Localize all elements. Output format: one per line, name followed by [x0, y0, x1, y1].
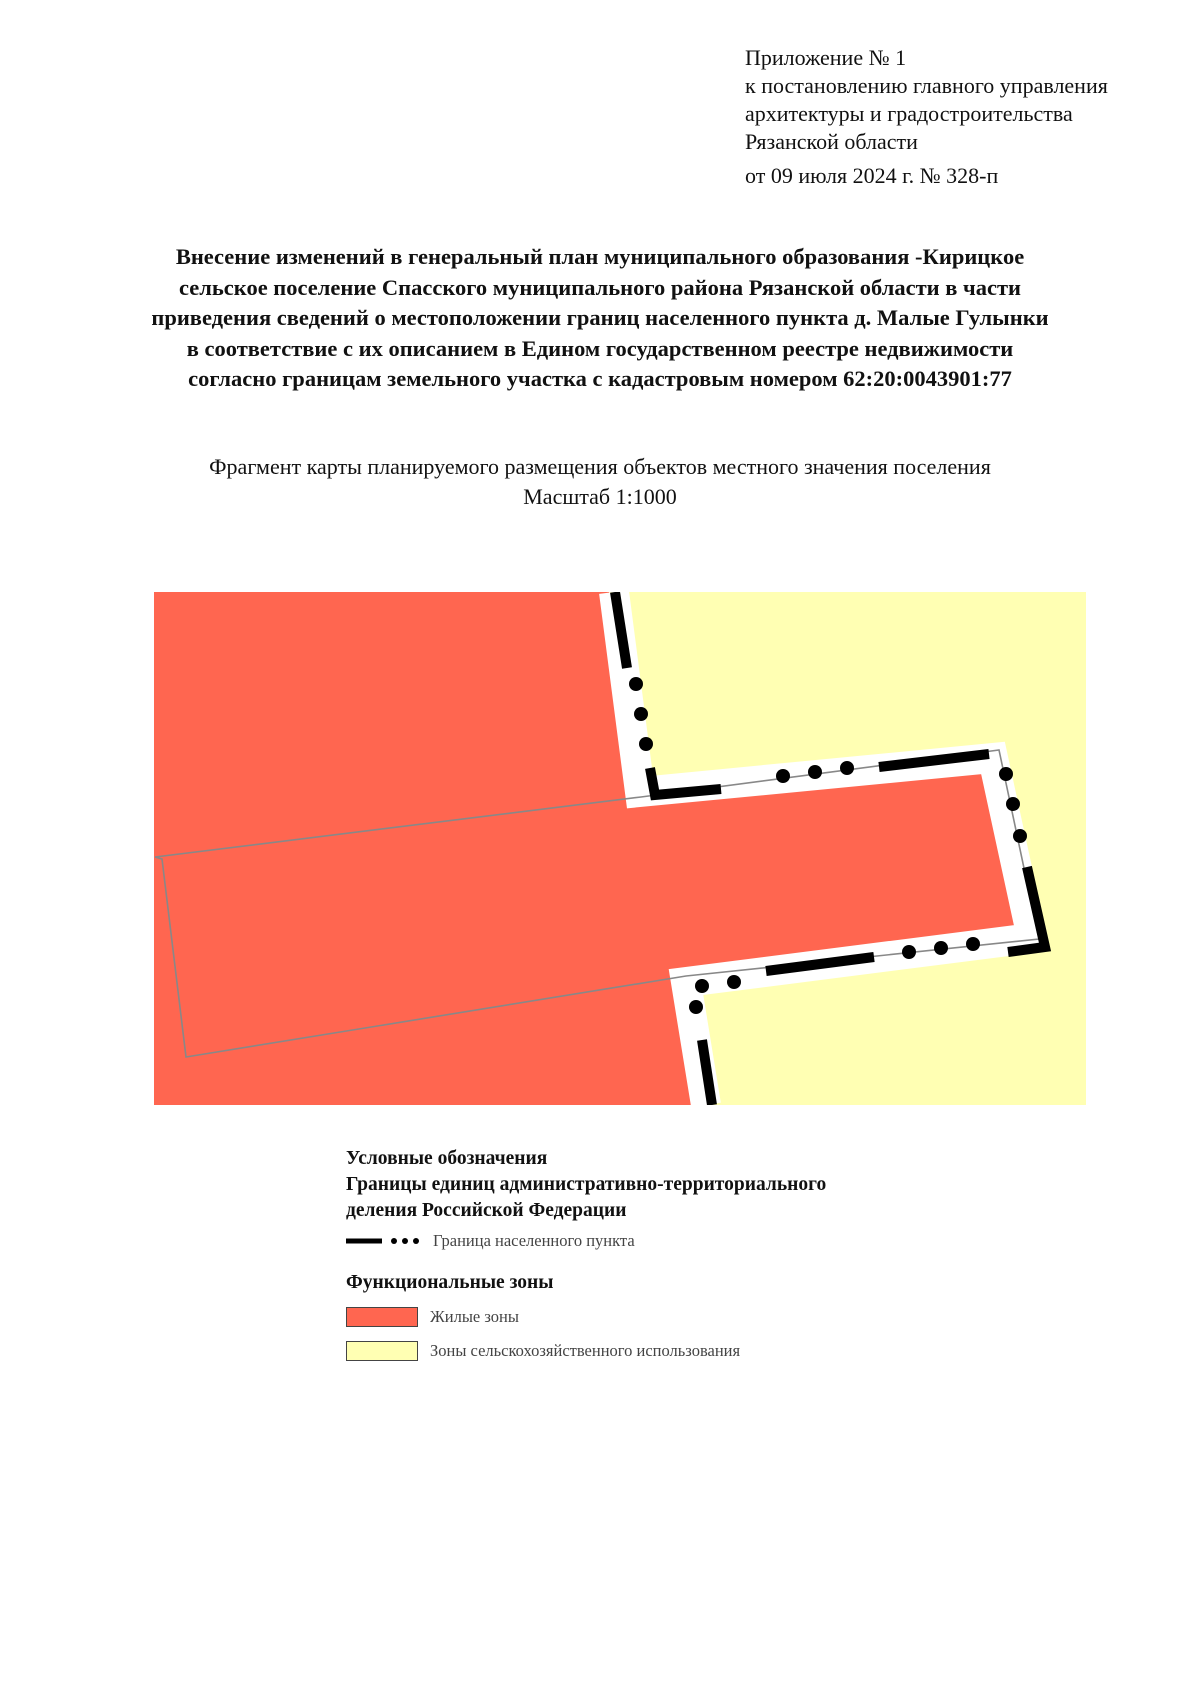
boundary-sample-dot: [391, 1238, 397, 1244]
legend-zones-heading: Функциональные зоны: [346, 1272, 554, 1293]
legend-residential-item: [346, 1304, 966, 1330]
boundary-dot: [999, 767, 1013, 781]
boundary-dot: [689, 1000, 703, 1014]
map-legend: [346, 1146, 966, 1364]
appendix-line-3: архитектуры и градостроительства: [745, 101, 1073, 126]
map-svg: [154, 592, 1086, 1105]
boundary-dot: [902, 945, 916, 959]
legend-admin-heading: Границы единиц административно-территориального: [346, 1174, 827, 1195]
boundary-sample-dot: [402, 1238, 408, 1244]
boundary-dot: [840, 761, 854, 775]
boundary-dot: [808, 765, 822, 779]
title-line-1: Внесение изменений в генеральный план муниципального образования -Кирицкое: [175, 244, 1025, 269]
boundary-dot: [639, 737, 653, 751]
residential-swatch: [346, 1307, 418, 1327]
title-line-4: в соответствие с их описанием в Едином государственном реестре недвижимости: [186, 335, 1014, 361]
boundary-dot: [934, 941, 948, 955]
boundary-dot: [1006, 797, 1020, 811]
appendix-line-4: Рязанской области: [745, 129, 918, 154]
boundary-line-sample-icon: [346, 1235, 421, 1247]
boundary-dot: [966, 937, 980, 951]
legend-residential-label: Жилые зоны: [430, 1307, 519, 1326]
map-caption-line: Фрагмент карты планируемого размещения объектов местного значения поселения: [209, 454, 991, 479]
appendix-block: [745, 44, 1175, 190]
title-line-3: приведения сведений о местоположении границ населенного пункта д. Малые Гулынки: [151, 305, 1049, 330]
boundary-dot: [695, 979, 709, 993]
appendix-date: от 09 июля 2024 г. № 328-п: [745, 163, 999, 188]
appendix-number: Приложение № 1: [745, 45, 907, 70]
legend-boundary-item: [346, 1228, 966, 1254]
document-title: [60, 242, 1140, 395]
legend-admin-heading-cont: деления Российской Федерации: [346, 1200, 627, 1221]
legend-heading: Условные обозначения: [346, 1148, 548, 1169]
agricultural-swatch: [346, 1341, 418, 1361]
boundary-dot: [1013, 829, 1027, 843]
legend-agricultural-label: Зоны сельскохозяйственного использования: [430, 1341, 741, 1360]
title-line-5: согласно границам земельного участка с кадастровым номером 62:20:0043901:77: [188, 366, 1012, 391]
legend-agricultural-item: [346, 1338, 966, 1364]
map-scale: Масштаб 1:1000: [523, 484, 677, 509]
boundary-sample-dot: [413, 1238, 419, 1244]
boundary-dot: [629, 677, 643, 691]
boundary-dot: [634, 707, 648, 721]
title-line-2: сельское поселение Спасского муниципального района Рязанской области в части: [179, 274, 1021, 300]
legend-boundary-label: Граница населенного пункта: [433, 1231, 635, 1250]
map-fragment: [154, 592, 1086, 1105]
appendix-line-2: к постановлению главного управления: [745, 73, 1108, 98]
boundary-dot: [776, 769, 790, 783]
boundary-dot: [727, 975, 741, 989]
map-caption: [60, 452, 1140, 512]
